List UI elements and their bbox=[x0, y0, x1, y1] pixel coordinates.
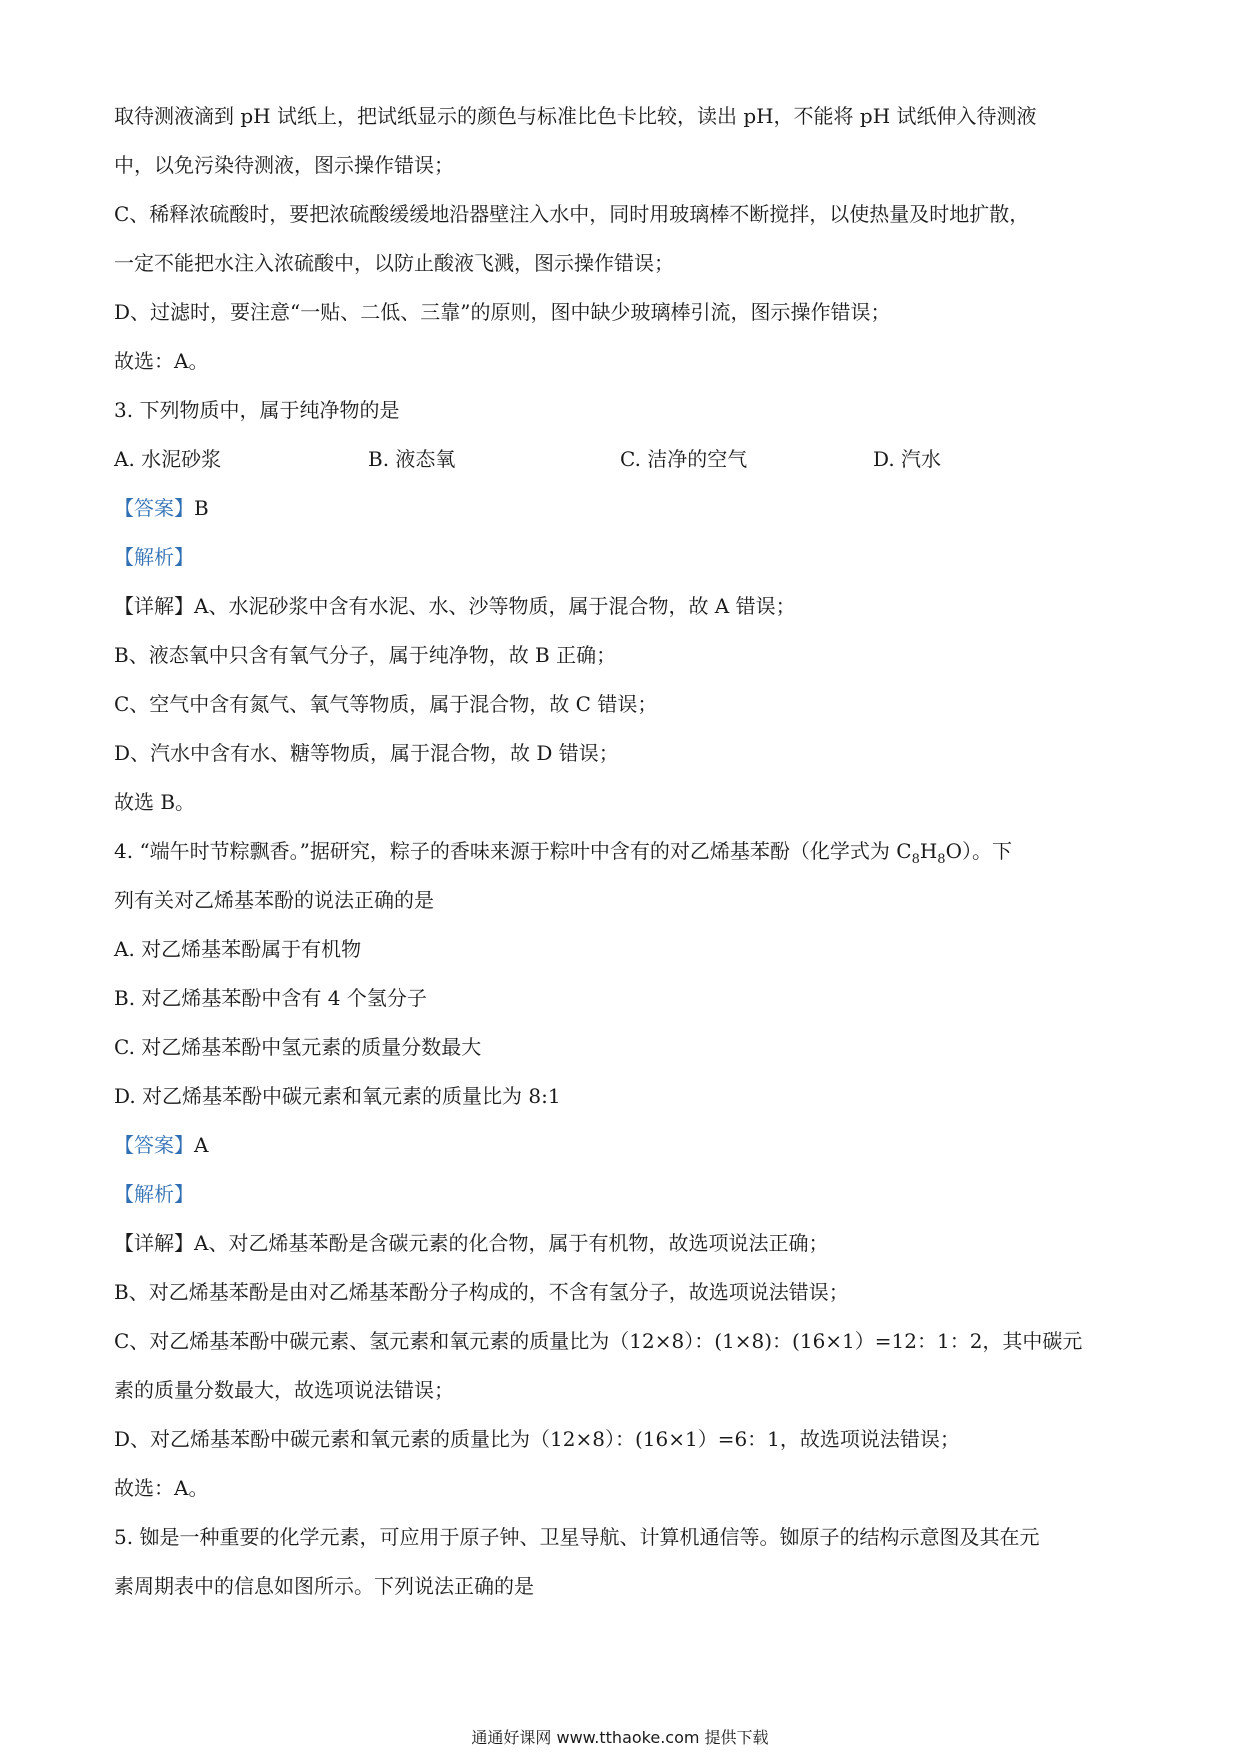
q3-option-d: D. 汽水 bbox=[873, 447, 942, 471]
detail-line bbox=[114, 1229, 828, 1257]
answer-value: B bbox=[194, 496, 209, 520]
detail-tag: 【详解】 bbox=[114, 594, 194, 618]
text-line: D、对乙烯基苯酚中碳元素和氧元素的质量比为（12×8）：(16×1）=6：1，故选项说法错误； bbox=[114, 1427, 960, 1451]
text-line: C、对乙烯基苯酚中碳元素、氢元素和氧元素的质量比为（12×8）：(1×8)：(16×1）=12：1：2，其中碳元 bbox=[114, 1329, 1083, 1353]
question-4-stem bbox=[114, 837, 1012, 874]
q3-option-c: C. 洁净的空气 bbox=[620, 447, 748, 471]
answer-line bbox=[114, 494, 209, 522]
answer-line bbox=[114, 1131, 208, 1159]
formula-element: H bbox=[919, 839, 938, 863]
formula-subscript: 8 bbox=[937, 852, 946, 867]
text-line: 故选：A。 bbox=[114, 349, 209, 373]
q3-option-b: B. 液态氧 bbox=[368, 447, 456, 471]
text-line: 取待测液滴到 pH 试纸上，把试纸显示的颜色与标准比色卡比较，读出 pH，不能将 pH 试纸伸入待测液 bbox=[114, 104, 1037, 128]
analysis-line bbox=[114, 543, 194, 571]
q4-option-c: C. 对乙烯基苯酚中氢元素的质量分数最大 bbox=[114, 1035, 482, 1059]
q4-option-d: D. 对乙烯基苯酚中碳元素和氧元素的质量比为 8:1 bbox=[114, 1084, 561, 1108]
q4-option-b: B. 对乙烯基苯酚中含有 4 个氢分子 bbox=[114, 986, 427, 1010]
text-line: D、过滤时，要注意“一贴、二低、三靠”的原则，图中缺少玻璃棒引流，图示操作错误； bbox=[114, 300, 891, 324]
q4-option-a: A. 对乙烯基苯酚属于有机物 bbox=[114, 937, 362, 961]
text-line: C、空气中含有氮气、氧气等物质，属于混合物，故 C 错误； bbox=[114, 692, 658, 716]
answer-tag: 【答案】 bbox=[114, 496, 194, 520]
text-line: D、汽水中含有水、糖等物质，属于混合物，故 D 错误； bbox=[114, 741, 619, 765]
text-line: C、稀释浓硫酸时，要把浓硫酸缓缓地沿器壁注入水中，同时用玻璃棒不断搅拌，以使热量及时地扩散， bbox=[114, 202, 1030, 226]
formula-subscript: 8 bbox=[911, 852, 920, 867]
text-line: B、液态氧中只含有氧气分子，属于纯净物，故 B 正确； bbox=[114, 643, 617, 667]
answer-tag: 【答案】 bbox=[114, 1133, 194, 1157]
text-line: 素的质量分数最大，故选项说法错误； bbox=[114, 1378, 454, 1402]
q3-option-a: A. 水泥砂浆 bbox=[114, 447, 222, 471]
detail-text: A、对乙烯基苯酚是含碳元素的化合物，属于有机物，故选项说法正确； bbox=[194, 1231, 829, 1255]
q4-stem-part: O）。下 bbox=[945, 839, 1012, 863]
text-line: 素周期表中的信息如图所示。下列说法正确的是 bbox=[114, 1574, 534, 1598]
text-line: 一定不能把水注入浓硫酸中，以防止酸液飞溅，图示操作错误； bbox=[114, 251, 674, 275]
text-line: B、对乙烯基苯酚是由对乙烯基苯酚分子构成的，不含有氢分子，故选项说法错误； bbox=[114, 1280, 849, 1304]
q4-stem-part: 4. “端午时节粽飘香。”据研究，粽子的香味来源于粽叶中含有的对乙烯基苯酚（化学式为 C bbox=[114, 839, 912, 863]
question-3-stem: 3. 下列物质中，属于纯净物的是 bbox=[114, 398, 400, 422]
text-line: 故选：A。 bbox=[114, 1476, 209, 1500]
question-5-stem: 5. 铷是一种重要的化学元素，可应用于原子钟、卫星导航、计算机通信等。铷原子的结构示意图及其在元 bbox=[114, 1525, 1040, 1549]
analysis-tag: 【解析】 bbox=[114, 1182, 194, 1206]
detail-tag: 【详解】 bbox=[114, 1231, 194, 1255]
detail-line bbox=[114, 592, 796, 620]
answer-value: A bbox=[194, 1133, 209, 1157]
text-line: 列有关对乙烯基苯酚的说法正确的是 bbox=[114, 888, 434, 912]
analysis-line bbox=[114, 1180, 194, 1208]
text-line: 故选 B。 bbox=[114, 790, 196, 814]
detail-text: A、水泥砂浆中含有水泥、水、沙等物质，属于混合物，故 A 错误； bbox=[194, 594, 796, 618]
analysis-tag: 【解析】 bbox=[114, 545, 194, 569]
text-line: 中，以免污染待测液，图示操作错误； bbox=[114, 153, 454, 177]
page-footer: 通通好课网 www.tthaoke.com 提供下载 bbox=[471, 1728, 769, 1747]
